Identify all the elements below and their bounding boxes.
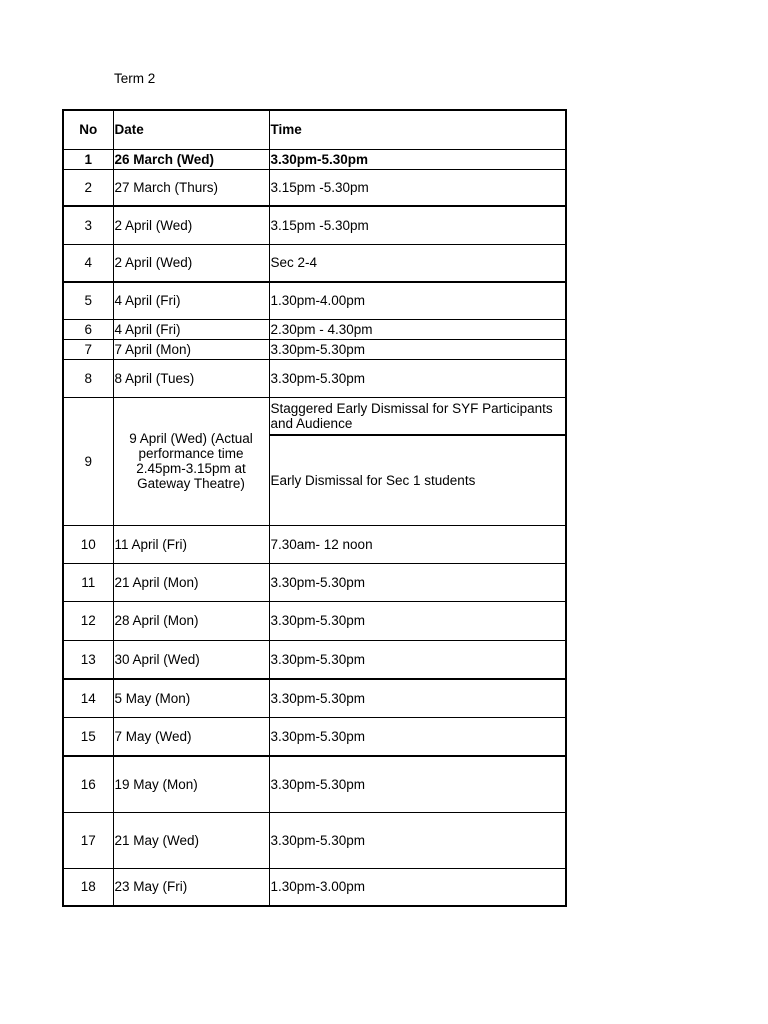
table-row: [63, 640, 566, 679]
row-no: 15: [63, 717, 113, 756]
table-row: [63, 169, 566, 206]
row-no: 10: [63, 525, 113, 563]
row-no: 11: [63, 563, 113, 601]
table-row: [63, 206, 566, 244]
header-time: Time: [269, 110, 566, 149]
row-date: 7 May (Wed): [113, 717, 269, 756]
row-no: 16: [63, 756, 113, 812]
row-time: 3.15pm -5.30pm: [269, 169, 566, 206]
table-row: [63, 756, 566, 812]
row-date: 30 April (Wed): [113, 640, 269, 679]
row-date: 4 April (Fri): [113, 282, 269, 319]
table-row: [63, 319, 566, 339]
row-no: 3: [63, 206, 113, 244]
row-time: 1.30pm-4.00pm: [269, 282, 566, 319]
row-date: 7 April (Mon): [113, 339, 269, 359]
row-time-staggered-dismissal: Staggered Early Dismissal for SYF Participants and Audience: [269, 397, 566, 435]
row-time: 7.30am- 12 noon: [269, 525, 566, 563]
row-date: 11 April (Fri): [113, 525, 269, 563]
row-no: 4: [63, 244, 113, 282]
row-no: 7: [63, 339, 113, 359]
table-header-row: [63, 110, 566, 149]
row-time: 3.30pm-5.30pm: [269, 359, 566, 397]
row-date: 23 May (Fri): [113, 868, 269, 906]
row-date: 8 April (Tues): [113, 359, 269, 397]
row-no: 17: [63, 812, 113, 868]
row-no: 18: [63, 868, 113, 906]
row-time: 3.30pm-5.30pm: [269, 812, 566, 868]
row-no: 6: [63, 319, 113, 339]
row-time: 3.30pm-5.30pm: [269, 756, 566, 812]
header-no: No: [63, 110, 113, 149]
row-no: 9: [63, 397, 113, 525]
row-date: 21 May (Wed): [113, 812, 269, 868]
row-date: 21 April (Mon): [113, 563, 269, 601]
table-row: [63, 282, 566, 319]
table-row: [63, 397, 566, 435]
row-time: 3.30pm-5.30pm: [269, 563, 566, 601]
row-no: 2: [63, 169, 113, 206]
row-date: 2 April (Wed): [113, 206, 269, 244]
row-time: 3.30pm-5.30pm: [269, 640, 566, 679]
row-date: 5 May (Mon): [113, 679, 269, 717]
row-date: 26 March (Wed): [113, 149, 269, 169]
table-row: [63, 717, 566, 756]
row-no: 8: [63, 359, 113, 397]
table-row: [63, 563, 566, 601]
table-row: [63, 868, 566, 906]
row-date: 4 April (Fri): [113, 319, 269, 339]
row-time: 3.15pm -5.30pm: [269, 206, 566, 244]
table-row: [63, 149, 566, 169]
row-time: 2.30pm - 4.30pm: [269, 319, 566, 339]
row-date: 27 March (Thurs): [113, 169, 269, 206]
term-title: Term 2: [114, 71, 156, 86]
row-time: Sec 2-4: [269, 244, 566, 282]
row-date: 28 April (Mon): [113, 601, 269, 640]
row-time: 3.30pm-5.30pm: [269, 601, 566, 640]
table-row: [63, 244, 566, 282]
row-time: 3.30pm-5.30pm: [269, 339, 566, 359]
table-row: [63, 339, 566, 359]
table-row: [63, 812, 566, 868]
row-date: 9 April (Wed) (Actual performance time 2.45pm-3.15pm at Gateway Theatre): [113, 397, 269, 525]
row-time: 3.30pm-5.30pm: [269, 149, 566, 169]
table-row: [63, 359, 566, 397]
row-no: 14: [63, 679, 113, 717]
row-time: 3.30pm-5.30pm: [269, 679, 566, 717]
table-row: [63, 679, 566, 717]
row-no: 13: [63, 640, 113, 679]
table-row: [63, 601, 566, 640]
header-date: Date: [113, 110, 269, 149]
row-date: 19 May (Mon): [113, 756, 269, 812]
row-no: 1: [63, 149, 113, 169]
schedule-table: [62, 109, 567, 907]
table-row: [63, 525, 566, 563]
row-date: 2 April (Wed): [113, 244, 269, 282]
row-time-sec1-dismissal: Early Dismissal for Sec 1 students: [269, 435, 566, 525]
row-no: 5: [63, 282, 113, 319]
row-no: 12: [63, 601, 113, 640]
row-time: 1.30pm-3.00pm: [269, 868, 566, 906]
row-time: 3.30pm-5.30pm: [269, 717, 566, 756]
